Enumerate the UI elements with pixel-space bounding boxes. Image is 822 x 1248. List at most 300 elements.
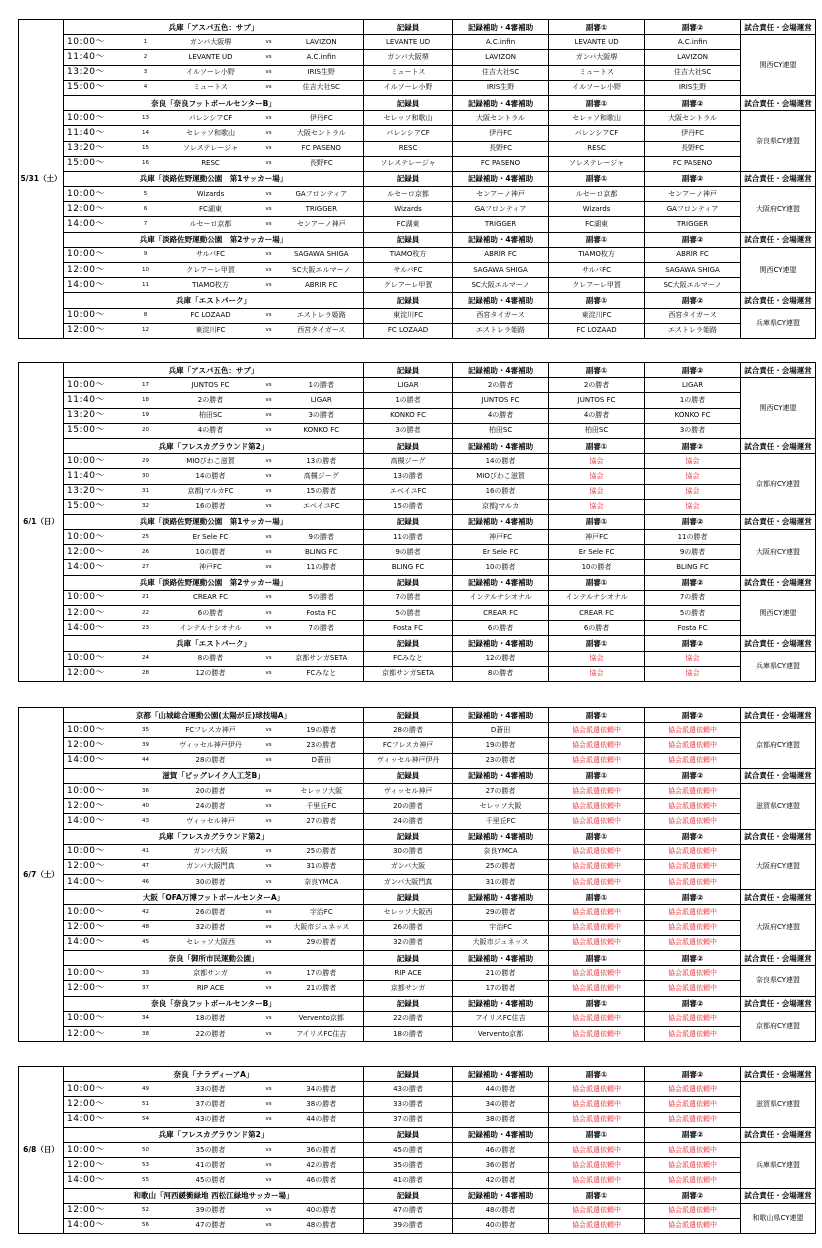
match-number: 42	[128, 905, 164, 920]
match-time: 12:00～	[64, 738, 128, 753]
vs-label: vs	[258, 723, 280, 738]
match-time: 13:20～	[64, 65, 128, 80]
match-time: 11:40～	[64, 50, 128, 65]
assist-team: 16の勝者	[453, 484, 549, 499]
vs-label: vs	[258, 65, 280, 80]
vs-label: vs	[258, 590, 280, 605]
home-team: 6の勝者	[164, 606, 258, 621]
match-row	[19, 469, 816, 484]
venue-name: 大阪「OFA万博フットボールセンターA」	[64, 890, 364, 905]
assist-header: 記録補助・4審補助	[453, 20, 549, 35]
vs-label: vs	[258, 156, 280, 171]
recorder-team: 41の勝者	[364, 1173, 453, 1188]
away-team: 伊丹FC	[280, 111, 364, 126]
responsibility-header: 試合責任・会場運営	[741, 293, 816, 308]
ref2-header: 副審②	[645, 708, 741, 723]
match-number: 53	[128, 1158, 164, 1173]
match-row	[19, 323, 816, 338]
ref1-header: 副審①	[549, 20, 645, 35]
assistant-referee-1: JUNTOS FC	[549, 393, 645, 408]
assistant-referee-2: LIGAR	[645, 378, 741, 393]
venue-header-row	[19, 996, 816, 1011]
away-team: D蒼田	[280, 753, 364, 768]
match-number: 20	[128, 423, 164, 438]
day-schedule-table	[18, 1066, 816, 1234]
venue-name: 奈良「御所市民運動公園」	[64, 951, 364, 966]
responsible-association: 兵庫県CY連盟	[741, 308, 816, 338]
home-team: FC LOZAAD	[164, 308, 258, 323]
responsible-association: 大阪府CY連盟	[741, 905, 816, 951]
assist-team: TRIGGER	[453, 217, 549, 232]
match-time: 10:00～	[64, 35, 128, 50]
recorder-team: 東淀川FC	[364, 308, 453, 323]
assistant-referee-1: RESC	[549, 141, 645, 156]
assist-team: LAVIZON	[453, 50, 549, 65]
home-team: CREAR FC	[164, 590, 258, 605]
recorder-team: ガンバ大阪	[364, 859, 453, 874]
match-row	[19, 935, 816, 950]
match-number: 11	[128, 278, 164, 293]
vs-label: vs	[258, 202, 280, 217]
match-number: 13	[128, 111, 164, 126]
assistant-referee-2: 協会	[645, 499, 741, 514]
match-number: 51	[128, 1097, 164, 1112]
recorder-team: LEVANTE UD	[364, 35, 453, 50]
match-time: 10:00～	[64, 651, 128, 666]
assistant-referee-2: 5の勝者	[645, 606, 741, 621]
assist-team: JUNTOS FC	[453, 393, 549, 408]
match-date: 6/1（日）	[19, 363, 64, 682]
match-row	[19, 1218, 816, 1233]
home-team: RESC	[164, 156, 258, 171]
away-team: 9の勝者	[280, 530, 364, 545]
match-time: 11:40～	[64, 469, 128, 484]
match-time: 14:00～	[64, 621, 128, 636]
match-time: 12:00～	[64, 263, 128, 278]
home-team: 神戸FC	[164, 560, 258, 575]
away-team: FCみなと	[280, 666, 364, 681]
assistant-referee-1: 協会派遣依頼中	[549, 783, 645, 798]
ref2-header: 副審②	[645, 636, 741, 651]
assist-header: 記録補助・4審補助	[453, 293, 549, 308]
vs-label: vs	[258, 35, 280, 50]
assistant-referee-1: ミュートス	[549, 65, 645, 80]
recorder-header: 記録員	[364, 1127, 453, 1142]
match-number: 49	[128, 1082, 164, 1097]
assistant-referee-1: 協会	[549, 484, 645, 499]
venue-header-row	[19, 171, 816, 186]
recorder-team: 京都サンガSETA	[364, 666, 453, 681]
match-time: 14:00～	[64, 278, 128, 293]
vs-label: vs	[258, 323, 280, 338]
recorder-team: ガンバ大阪堺	[364, 50, 453, 65]
match-row	[19, 814, 816, 829]
ref2-header: 副審②	[645, 575, 741, 590]
match-number: 32	[128, 499, 164, 514]
match-number: 43	[128, 814, 164, 829]
match-row	[19, 966, 816, 981]
match-number: 26	[128, 545, 164, 560]
responsible-association: 京都府CY連盟	[741, 454, 816, 515]
venue-header-row	[19, 20, 816, 35]
responsible-association: 滋賀県CY連盟	[741, 783, 816, 829]
venue-name: 兵庫「エストパーク」	[64, 293, 364, 308]
home-team: 22の勝者	[164, 1026, 258, 1041]
away-team: 27の勝者	[280, 814, 364, 829]
match-row	[19, 1142, 816, 1157]
home-team: 28の勝者	[164, 753, 258, 768]
recorder-team: BLING FC	[364, 560, 453, 575]
away-team: 7の勝者	[280, 621, 364, 636]
match-time: 10:00～	[64, 844, 128, 859]
responsible-association: 関西CY連盟	[741, 378, 816, 439]
match-time: 15:00～	[64, 156, 128, 171]
recorder-team: 30の勝者	[364, 844, 453, 859]
assistant-referee-1: 協会派遣依頼中	[549, 1011, 645, 1026]
vs-label: vs	[258, 141, 280, 156]
match-time: 14:00～	[64, 1218, 128, 1233]
assist-team: 宇治FC	[453, 920, 549, 935]
assistant-referee-2: 協会派遣依頼中	[645, 1218, 741, 1233]
vs-label: vs	[258, 981, 280, 996]
assistant-referee-1: 協会	[549, 666, 645, 681]
home-team: 20の勝者	[164, 783, 258, 798]
assist-header: 記録補助・4審補助	[453, 768, 549, 783]
home-team: RIP ACE	[164, 981, 258, 996]
away-team: 奈良YMCA	[280, 875, 364, 890]
recorder-team: 47の勝者	[364, 1203, 453, 1218]
away-team: 25の勝者	[280, 844, 364, 859]
responsible-association: 大阪府CY連盟	[741, 530, 816, 576]
responsibility-header: 試合責任・会場運営	[741, 1067, 816, 1082]
recorder-team: 37の勝者	[364, 1112, 453, 1127]
match-number: 27	[128, 560, 164, 575]
vs-label: vs	[258, 126, 280, 141]
assistant-referee-1: 協会派遣依頼中	[549, 753, 645, 768]
assistant-referee-1: 協会派遣依頼中	[549, 1218, 645, 1233]
assist-team: 17の勝者	[453, 981, 549, 996]
match-row	[19, 723, 816, 738]
recorder-team: KONKO FC	[364, 408, 453, 423]
away-team: エベイユFC	[280, 499, 364, 514]
recorder-team: 高槻ジーグ	[364, 454, 453, 469]
ref1-header: 副審①	[549, 708, 645, 723]
home-team: 26の勝者	[164, 905, 258, 920]
responsibility-header: 試合責任・会場運営	[741, 363, 816, 378]
ref2-header: 副審②	[645, 438, 741, 453]
away-team: 17の勝者	[280, 966, 364, 981]
recorder-header: 記録員	[364, 708, 453, 723]
vs-label: vs	[258, 484, 280, 499]
venue-header-row	[19, 1127, 816, 1142]
match-row	[19, 1082, 816, 1097]
match-row	[19, 263, 816, 278]
assistant-referee-1: クレアーレ甲賀	[549, 278, 645, 293]
home-team: 37の勝者	[164, 1097, 258, 1112]
assist-team: Er Sele FC	[453, 545, 549, 560]
assistant-referee-1: バレンシアCF	[549, 126, 645, 141]
match-number: 29	[128, 454, 164, 469]
away-team: 高槻ジーグ	[280, 469, 364, 484]
assistant-referee-1: 協会	[549, 454, 645, 469]
recorder-team: FCみなと	[364, 651, 453, 666]
responsible-association: 大阪府CY連盟	[741, 844, 816, 890]
assist-team: エストレラ姫路	[453, 323, 549, 338]
recorder-team: 1の勝者	[364, 393, 453, 408]
vs-label: vs	[258, 187, 280, 202]
match-time: 10:00～	[64, 454, 128, 469]
vs-label: vs	[258, 783, 280, 798]
away-team: 宇治FC	[280, 905, 364, 920]
assistant-referee-1: 協会派遣依頼中	[549, 723, 645, 738]
assistant-referee-1: 協会派遣依頼中	[549, 1026, 645, 1041]
venue-header-row	[19, 951, 816, 966]
match-number: 50	[128, 1142, 164, 1157]
assistant-referee-2: FC PASENO	[645, 156, 741, 171]
match-time: 15:00～	[64, 499, 128, 514]
match-row	[19, 753, 816, 768]
recorder-team: ヴィッセル神戸	[364, 783, 453, 798]
home-team: 35の勝者	[164, 1142, 258, 1157]
recorder-team: 32の勝者	[364, 935, 453, 950]
assistant-referee-2: IRIS生野	[645, 80, 741, 95]
assistant-referee-1: 協会派遣依頼中	[549, 1142, 645, 1157]
ref1-header: 副審①	[549, 232, 645, 247]
recorder-header: 記録員	[364, 1067, 453, 1082]
venue-name: 兵庫「淡路佐野運動公園 第2サッカー場」	[64, 232, 364, 247]
ref1-header: 副審①	[549, 293, 645, 308]
assistant-referee-2: BLING FC	[645, 560, 741, 575]
match-time: 12:00～	[64, 545, 128, 560]
recorder-team: 28の勝者	[364, 723, 453, 738]
assistant-referee-1: 協会派遣依頼中	[549, 905, 645, 920]
assistant-referee-1: 協会派遣依頼中	[549, 1173, 645, 1188]
recorder-header: 記録員	[364, 232, 453, 247]
recorder-team: 22の勝者	[364, 1011, 453, 1026]
vs-label: vs	[258, 308, 280, 323]
assist-team: 伊丹FC	[453, 126, 549, 141]
assistant-referee-1: Er Sele FC	[549, 545, 645, 560]
away-team: 西宮タイガース	[280, 323, 364, 338]
recorder-team: ミュートス	[364, 65, 453, 80]
away-team: A.C.infin	[280, 50, 364, 65]
venue-name: 奈良「ナラディーアA」	[64, 1067, 364, 1082]
match-number: 41	[128, 844, 164, 859]
match-number: 21	[128, 590, 164, 605]
home-team: 32の勝者	[164, 920, 258, 935]
match-time: 10:00～	[64, 530, 128, 545]
assist-team: 27の勝者	[453, 783, 549, 798]
home-team: 8の勝者	[164, 651, 258, 666]
ref2-header: 副審②	[645, 514, 741, 529]
match-number: 56	[128, 1218, 164, 1233]
assistant-referee-2: 西宮タイガース	[645, 308, 741, 323]
assistant-referee-1: 協会派遣依頼中	[549, 1097, 645, 1112]
recorder-team: 11の勝者	[364, 530, 453, 545]
responsibility-header: 試合責任・会場運営	[741, 95, 816, 110]
vs-label: vs	[258, 278, 280, 293]
away-team: GAフロンティア	[280, 187, 364, 202]
vs-label: vs	[258, 666, 280, 681]
venue-name: 和歌山「河西緩衝緑地 西松江緑地サッカー場」	[64, 1188, 364, 1203]
recorder-header: 記録員	[364, 438, 453, 453]
recorder-team: FC LOZAAD	[364, 323, 453, 338]
responsibility-header: 試合責任・会場運営	[741, 890, 816, 905]
match-time: 10:00～	[64, 783, 128, 798]
assistant-referee-1: CREAR FC	[549, 606, 645, 621]
assistant-referee-2: 協会派遣依頼中	[645, 1158, 741, 1173]
responsible-association: 兵庫県CY連盟	[741, 651, 816, 681]
recorder-team: 24の勝者	[364, 814, 453, 829]
assist-team: センアーノ神戸	[453, 187, 549, 202]
away-team: 13の勝者	[280, 454, 364, 469]
match-row	[19, 35, 816, 50]
assistant-referee-1: ソレステレージャ	[549, 156, 645, 171]
responsible-association: 京都府CY連盟	[741, 1011, 816, 1041]
home-team: 14の勝者	[164, 469, 258, 484]
assist-team: 住吉大社SC	[453, 65, 549, 80]
match-time: 10:00～	[64, 247, 128, 262]
assist-team: 神戸FC	[453, 530, 549, 545]
venue-header-row	[19, 363, 816, 378]
match-row	[19, 1112, 816, 1127]
match-number: 55	[128, 1173, 164, 1188]
away-team: Fosta FC	[280, 606, 364, 621]
match-time: 12:00～	[64, 606, 128, 621]
day-schedule-table	[18, 707, 816, 1042]
responsible-association: 兵庫県CY連盟	[741, 1142, 816, 1188]
match-row	[19, 651, 816, 666]
home-team: ヴィッセル神戸伊丹	[164, 738, 258, 753]
match-row	[19, 484, 816, 499]
recorder-team: 9の勝者	[364, 545, 453, 560]
match-number: 1	[128, 35, 164, 50]
match-row	[19, 738, 816, 753]
vs-label: vs	[258, 844, 280, 859]
assistant-referee-2: 1の勝者	[645, 393, 741, 408]
responsible-association: 京都府CY連盟	[741, 723, 816, 769]
assist-team: A.C.infin	[453, 35, 549, 50]
venue-name: 兵庫「淡路佐野運動公園 第1サッカー場」	[64, 171, 364, 186]
home-team: 24の勝者	[164, 799, 258, 814]
home-team: 30の勝者	[164, 875, 258, 890]
assist-team: CREAR FC	[453, 606, 549, 621]
match-time: 10:00～	[64, 723, 128, 738]
match-number: 16	[128, 156, 164, 171]
ref1-header: 副審①	[549, 890, 645, 905]
recorder-team: FC湖東	[364, 217, 453, 232]
away-team: LIGAR	[280, 393, 364, 408]
away-team: 5の勝者	[280, 590, 364, 605]
assist-team: Vervento京都	[453, 1026, 549, 1041]
assistant-referee-1: FC湖東	[549, 217, 645, 232]
away-team: 大阪セントラル	[280, 126, 364, 141]
vs-label: vs	[258, 1026, 280, 1041]
assistant-referee-2: エストレラ姫路	[645, 323, 741, 338]
home-team: ガンバ大阪	[164, 844, 258, 859]
responsibility-header: 試合責任・会場運営	[741, 438, 816, 453]
recorder-header: 記録員	[364, 363, 453, 378]
away-team: Vervento京都	[280, 1011, 364, 1026]
ref1-header: 副審①	[549, 438, 645, 453]
assistant-referee-2: 協会	[645, 469, 741, 484]
assistant-referee-2: 協会派遣依頼中	[645, 1142, 741, 1157]
match-number: 48	[128, 920, 164, 935]
assist-header: 記録補助・4審補助	[453, 996, 549, 1011]
assist-team: 46の勝者	[453, 1142, 549, 1157]
assistant-referee-1: 神戸FC	[549, 530, 645, 545]
match-time: 14:00～	[64, 1173, 128, 1188]
home-team: 京都JマルカFC	[164, 484, 258, 499]
recorder-team: セレッソ和歌山	[364, 111, 453, 126]
match-number: 38	[128, 1026, 164, 1041]
assist-header: 記録補助・4審補助	[453, 708, 549, 723]
assist-header: 記録補助・4審補助	[453, 951, 549, 966]
match-number: 23	[128, 621, 164, 636]
recorder-team: 43の勝者	[364, 1082, 453, 1097]
ref1-header: 副審①	[549, 768, 645, 783]
assist-header: 記録補助・4審補助	[453, 171, 549, 186]
assistant-referee-2: 協会派遣依頼中	[645, 935, 741, 950]
match-number: 25	[128, 530, 164, 545]
assistant-referee-1: TIAMO枚方	[549, 247, 645, 262]
recorder-header: 記録員	[364, 890, 453, 905]
assistant-referee-2: 協会派遣依頼中	[645, 1082, 741, 1097]
match-time: 12:00～	[64, 1158, 128, 1173]
vs-label: vs	[258, 263, 280, 278]
recorder-header: 記録員	[364, 514, 453, 529]
home-team: 47の勝者	[164, 1218, 258, 1233]
home-team: クレアーレ甲賀	[164, 263, 258, 278]
match-time: 12:00～	[64, 1203, 128, 1218]
venue-name: 兵庫「フレスカグラウンド第2」	[64, 829, 364, 844]
match-time: 10:00～	[64, 1142, 128, 1157]
recorder-header: 記録員	[364, 636, 453, 651]
venue-header-row	[19, 636, 816, 651]
responsibility-header: 試合責任・会場運営	[741, 996, 816, 1011]
venue-header-row	[19, 768, 816, 783]
match-time: 13:20～	[64, 408, 128, 423]
assistant-referee-2: 協会派遣依頼中	[645, 738, 741, 753]
ref1-header: 副審①	[549, 1188, 645, 1203]
match-time: 15:00～	[64, 80, 128, 95]
match-row	[19, 1173, 816, 1188]
assistant-referee-2: 大阪セントラル	[645, 111, 741, 126]
match-row	[19, 1203, 816, 1218]
responsibility-header: 試合責任・会場運営	[741, 232, 816, 247]
away-team: 48の勝者	[280, 1218, 364, 1233]
match-row	[19, 981, 816, 996]
vs-label: vs	[258, 1203, 280, 1218]
responsibility-header: 試合責任・会場運営	[741, 829, 816, 844]
recorder-team: 33の勝者	[364, 1097, 453, 1112]
match-number: 36	[128, 783, 164, 798]
assistant-referee-1: 東淀川FC	[549, 308, 645, 323]
assist-team: FC PASENO	[453, 156, 549, 171]
home-team: 4の勝者	[164, 423, 258, 438]
assistant-referee-2: 協会派遣依頼中	[645, 1203, 741, 1218]
assistant-referee-1: FC LOZAAD	[549, 323, 645, 338]
recorder-header: 記録員	[364, 20, 453, 35]
recorder-header: 記録員	[364, 293, 453, 308]
match-row	[19, 308, 816, 323]
assistant-referee-1: 協会派遣依頼中	[549, 1203, 645, 1218]
home-team: FCフレスカ神戸	[164, 723, 258, 738]
vs-label: vs	[258, 859, 280, 874]
match-number: 31	[128, 484, 164, 499]
match-row	[19, 378, 816, 393]
assistant-referee-1: 協会派遣依頼中	[549, 1082, 645, 1097]
